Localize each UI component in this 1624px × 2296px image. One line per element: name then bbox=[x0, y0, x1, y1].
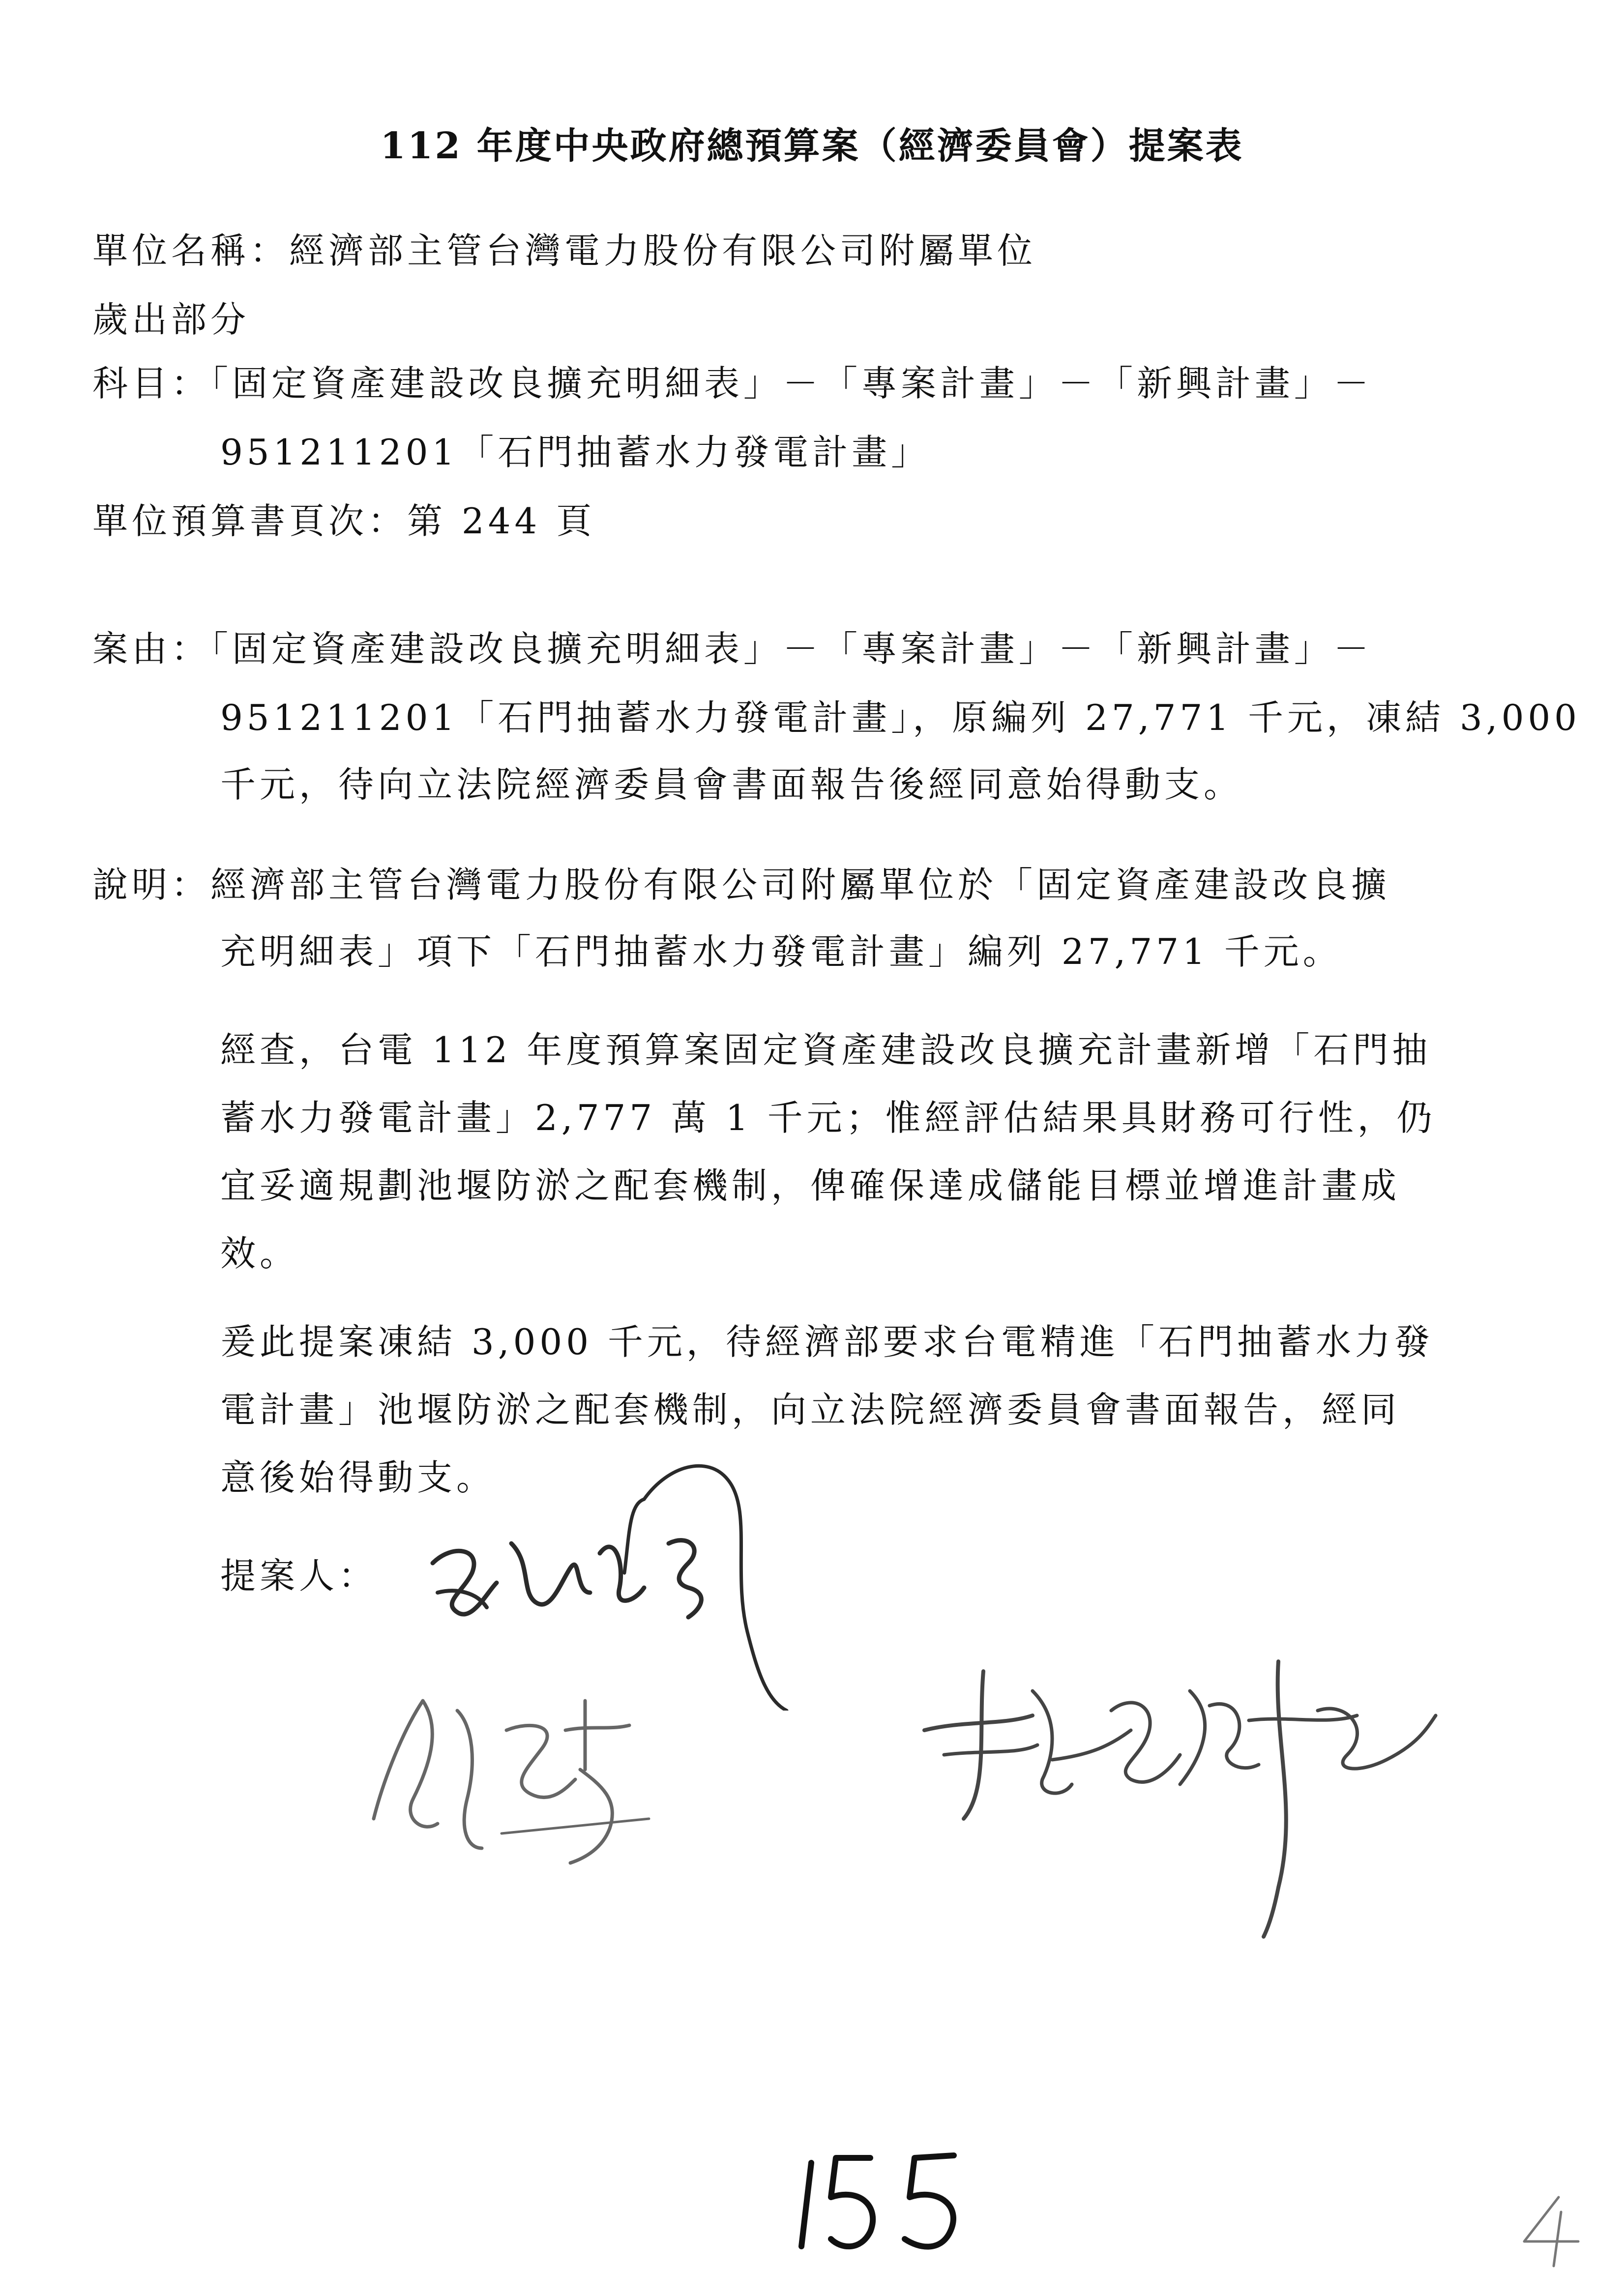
case-line-2: 951211201「石門抽蓄水力發電計畫」，原編列 27,771 千元，凍結 3,000 bbox=[220, 697, 1581, 738]
paragraph-2-line-2: 蓄水力發電計畫」2,777 萬 1 千元；惟經評估結果具財務可行性，仍 bbox=[220, 1097, 1436, 1138]
section-line: 歲出部分 bbox=[92, 299, 250, 340]
document-title: 112 年度中央政府總預算案（經濟委員會）提案表 bbox=[380, 125, 1244, 167]
signature-3 bbox=[905, 1632, 1495, 1947]
handwritten-page-number bbox=[792, 2143, 978, 2261]
unit-name-line: 單位名稱：經濟部主管台灣電力股份有限公司附屬單位 bbox=[92, 230, 1037, 271]
case-line-3: 千元，待向立法院經濟委員會書面報告後經同意始得動支。 bbox=[220, 764, 1243, 805]
corner-number-text: 4 bbox=[1514, 2192, 1515, 2193]
subject-line-2: 951211201「石門抽蓄水力發電計畫」 bbox=[220, 432, 931, 473]
paragraph-3-line-2: 電計畫」池堰防淤之配套機制，向立法院經濟委員會書面報告，經同 bbox=[220, 1389, 1401, 1430]
explanation-line-2: 充明細表」項下「石門抽蓄水力發電計畫」編列 27,771 千元。 bbox=[220, 931, 1342, 972]
paragraph-2-line-1: 經查，台電 112 年度預算案固定資產建設改良擴充計畫新增「石門抽 bbox=[220, 1029, 1432, 1071]
case-line-1: 案由：「固定資產建設改良擴充明細表」－「專案計畫」－「新興計畫」－ bbox=[92, 628, 1373, 669]
paragraph-3-line-1: 爰此提案凍結 3,000 千元，待經濟部要求台電精進「石門抽蓄水力發 bbox=[220, 1321, 1434, 1363]
paragraph-2-line-4: 效。 bbox=[220, 1233, 299, 1274]
page-stamp-text: 155 bbox=[792, 2143, 793, 2144]
handwritten-corner-number bbox=[1514, 2192, 1593, 2271]
signature-2 bbox=[354, 1671, 767, 1878]
signature-1 bbox=[413, 1445, 816, 1711]
paragraph-3-line-3: 意後始得動支。 bbox=[220, 1457, 496, 1498]
paragraph-2-line-3: 宜妥適規劃池堰防淤之配套機制，俾確保達成儲能目標並增進計畫成 bbox=[220, 1165, 1401, 1206]
proposer-label: 提案人： bbox=[220, 1555, 378, 1597]
page-reference-line: 單位預算書頁次：第 244 頁 bbox=[92, 500, 596, 542]
subject-line-1: 科目：「固定資產建設改良擴充明細表」－「專案計畫」－「新興計畫」－ bbox=[92, 363, 1373, 404]
explanation-line-1: 說明：經濟部主管台灣電力股份有限公司附屬單位於「固定資產建設改良擴 bbox=[92, 864, 1391, 905]
